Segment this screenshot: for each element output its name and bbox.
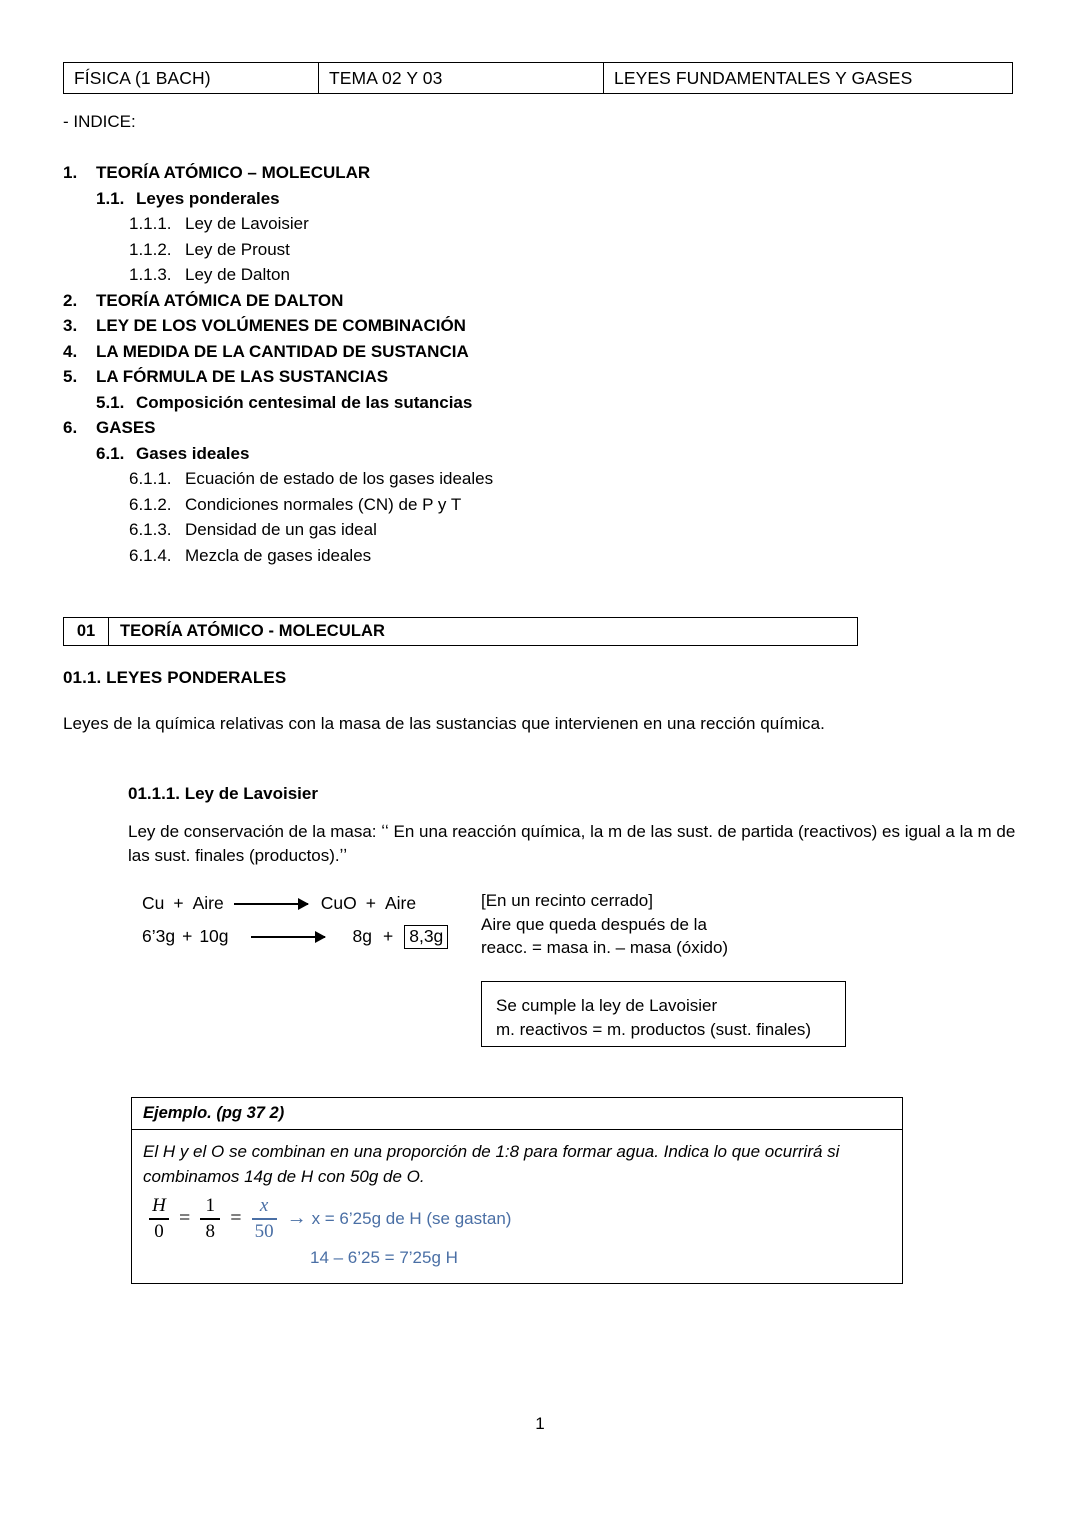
toc-item-label: LA FÓRMULA DE LAS SUSTANCIAS: [96, 367, 389, 386]
product-1-mass: 8g: [352, 926, 372, 946]
toc-item-number: 1.1.2.: [129, 239, 172, 259]
equals-sign: =: [179, 1207, 191, 1230]
toc-item: [63, 211, 763, 237]
toc-item-label: Condiciones normales (CN) de P y T: [185, 494, 462, 514]
toc-item: [63, 415, 763, 441]
fraction-denominator: 8: [205, 1220, 216, 1242]
fraction-h-over-0: [149, 1196, 169, 1242]
toc-item-label: LEY DE LOS VOLÚMENES DE COMBINACIÓN: [96, 316, 466, 335]
reactant-1-mass: 6’3g: [142, 926, 176, 946]
toc-item-label: Leyes ponderales: [136, 188, 280, 208]
toc-item: [63, 517, 763, 543]
example-math-expression: [146, 1196, 511, 1242]
toc-item: [63, 364, 763, 390]
fraction-bar: [200, 1218, 220, 1220]
subsection-intro-paragraph: Leyes de la química relativas con la masa de las sustancias que intervienen en una rección química.: [63, 714, 825, 733]
toc-item-number: 1.1.: [96, 188, 125, 208]
product-2: Aire: [384, 893, 417, 913]
law-title: 01.1.1. Ley de Lavoisier: [128, 784, 318, 803]
side-note-line-2: Aire que queda después de la: [481, 914, 707, 934]
fraction-1-over-8: [200, 1196, 220, 1242]
toc-item-number: 1.: [63, 163, 78, 182]
reactant-2-mass: 10g: [199, 926, 229, 946]
side-note-line-3: reacc. = masa in. – masa (óxido): [481, 938, 729, 957]
toc-item: [63, 288, 763, 314]
index-label: - INDICE:: [63, 112, 136, 131]
toc-item-number: 6.1.2.: [129, 494, 172, 514]
example-statement-line-2: combinamos 14g de H con 50g de O.: [143, 1167, 425, 1186]
toc-item-label: Densidad de un gas ideal: [185, 520, 377, 539]
example-header: Ejemplo. (pg 37 2): [132, 1098, 902, 1130]
header-title-cell: LEYES FUNDAMENTALES Y GASES: [614, 67, 913, 88]
toc-item-label: Ley de Proust: [185, 239, 290, 259]
section-number: 01: [64, 618, 109, 645]
law-statement-line-2: la m de las sust. finales (productos).ʼʼ: [128, 822, 1016, 865]
toc-item-label: Mezcla de gases ideales: [185, 545, 372, 565]
toc-item-label: Ecuación de estado de los gases ideales: [185, 469, 494, 488]
toc-item-number: 5.: [63, 367, 78, 386]
highlighted-result-mass: 8,3g: [404, 925, 448, 949]
toc-item-number: 1.1.1.: [129, 214, 172, 233]
toc-item: [63, 186, 763, 212]
toc-item-number: 6.1.4.: [129, 545, 172, 565]
law-conclusion-box: [481, 981, 846, 1047]
toc-item-number: 6.: [63, 418, 78, 437]
law-conclusion-line-2: m. reactivos = m. productos (sust. finales): [496, 1019, 812, 1039]
header-subject-cell: FÍSICA (1 BACH): [64, 63, 319, 93]
fraction-x-over-50: [252, 1196, 277, 1242]
fraction-numerator: H: [152, 1195, 166, 1216]
law-statement: [128, 820, 1018, 868]
product-1: CuO: [320, 893, 357, 913]
plus-sign: +: [365, 893, 376, 913]
table-of-contents: [63, 160, 763, 568]
reactant-2: Aire: [192, 893, 224, 913]
toc-item-label: Composición centesimal de las sutancias: [136, 392, 473, 412]
toc-item-label: GASES: [96, 418, 156, 437]
fraction-bar: [252, 1218, 277, 1220]
fraction-denominator: 50: [254, 1220, 274, 1242]
fraction-denominator: 0: [154, 1220, 164, 1242]
section-title: TEORÍA ATÓMICO - MOLECULAR: [120, 622, 386, 640]
equals-sign: =: [230, 1207, 242, 1230]
toc-item: [63, 466, 763, 492]
toc-item: [63, 262, 763, 288]
example-math-result: x = 6’25g de H (se gastan): [311, 1208, 512, 1228]
implies-arrow-icon: →: [286, 1207, 307, 1230]
toc-item-label: Ley de Lavoisier: [185, 214, 309, 233]
page-number: 1: [535, 1414, 545, 1433]
toc-item: [63, 441, 763, 467]
header-topic-cell: TEMA 02 Y 03: [319, 63, 604, 93]
toc-item-number: 6.1.3.: [129, 520, 172, 539]
plus-sign: +: [182, 926, 193, 946]
toc-item-label: Gases ideales: [136, 443, 250, 463]
document-header-table: [63, 62, 1013, 94]
toc-item-label: LA MEDIDA DE LA CANTIDAD DE SUSTANCIA: [96, 341, 469, 361]
toc-item-number: 4.: [63, 341, 78, 361]
toc-item: [63, 543, 763, 569]
reaction-arrow-icon: [251, 936, 325, 938]
reaction-row-substances: [142, 887, 448, 920]
toc-item: [63, 390, 763, 416]
toc-item-number: 3.: [63, 316, 78, 335]
reaction-row-masses: [142, 920, 448, 953]
law-conclusion-line-1: Se cumple la ley de Lavoisier: [496, 996, 718, 1015]
toc-item-label: Ley de Dalton: [185, 265, 290, 284]
example-statement: [132, 1130, 902, 1189]
toc-item: [63, 237, 763, 263]
example-statement-line-1: El H y el O se combinan en una proporción de 1:8 para formar agua. Indica lo que ocurrirá si: [143, 1142, 840, 1161]
toc-item-number: 6.1.1.: [129, 469, 172, 488]
plus-sign: +: [173, 893, 184, 913]
toc-item-number: 5.1.: [96, 392, 125, 412]
reaction-arrow-icon: [234, 903, 308, 905]
reactant-1: Cu: [142, 893, 165, 913]
fraction-bar: [149, 1218, 169, 1220]
toc-item-number: 1.1.3.: [129, 265, 172, 284]
fraction-numerator: 1: [205, 1195, 216, 1216]
subsection-title: 01.1. LEYES PONDERALES: [63, 668, 287, 687]
plus-sign: +: [383, 926, 394, 946]
toc-item-number: 6.1.: [96, 443, 125, 463]
example-box: [131, 1097, 903, 1284]
fraction-numerator: x: [259, 1195, 269, 1216]
toc-item: [63, 339, 763, 365]
toc-item-number: 2.: [63, 290, 78, 310]
side-note-line-1: [En un recinto cerrado]: [481, 891, 653, 910]
toc-item-label: TEORÍA ATÓMICA DE DALTON: [96, 290, 344, 310]
side-note: [481, 889, 728, 960]
toc-item: [63, 313, 763, 339]
toc-item-label: TEORÍA ATÓMICO – MOLECULAR: [96, 163, 371, 182]
toc-item: [63, 160, 763, 186]
toc-item: [63, 492, 763, 518]
section-banner: [63, 617, 858, 646]
example-math-result-line-2: 14 – 6’25 = 7’25g H: [310, 1248, 458, 1267]
reaction-equations: [142, 887, 448, 953]
law-statement-line-1: Ley de conservación de la masa: ʻʻ En una reacción química, la m de las sust. de partida (reactivos) es igual a: [128, 822, 955, 841]
